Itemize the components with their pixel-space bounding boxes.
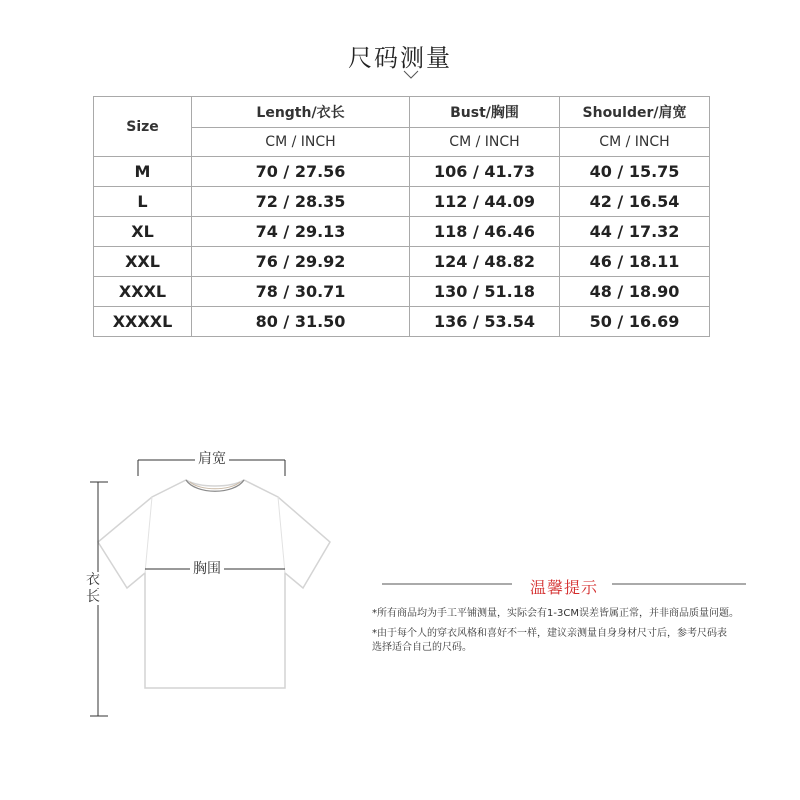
size-cell: XXXL	[94, 277, 192, 307]
size-cell: XL	[94, 217, 192, 247]
shoulder-cell: 40 / 15.75	[560, 157, 710, 187]
tips-note-1: *所有商品均为手工平铺测量，实际会有1-3CM误差皆属正常，并非商品质量问题。	[372, 608, 739, 619]
page-title: 尺码测量	[348, 44, 452, 72]
bust-column-header: Bust/胸围	[410, 97, 560, 128]
size-cell: M	[94, 157, 192, 187]
length-cell: 72 / 28.35	[192, 187, 410, 217]
shoulder-cell: 48 / 18.90	[560, 277, 710, 307]
length-cell: 74 / 29.13	[192, 217, 410, 247]
bust-cell: 130 / 51.18	[410, 277, 560, 307]
length-cell: 80 / 31.50	[192, 307, 410, 337]
size-cell: XXXXL	[94, 307, 192, 337]
shoulder-cell: 44 / 17.32	[560, 217, 710, 247]
bust-cell: 118 / 46.46	[410, 217, 560, 247]
length-column-header: Length/衣长	[192, 97, 410, 128]
tips-note-2-line-1: *由于每个人的穿衣风格和喜好不一样，建议亲测量自身身材尺寸后，参考尺码表	[372, 628, 727, 639]
length-label-bottom: 长	[83, 589, 103, 605]
shoulder-cell: 46 / 18.11	[560, 247, 710, 277]
bust-unit-label: CM / INCH	[410, 128, 560, 157]
size-cell: XXL	[94, 247, 192, 277]
bust-cell: 106 / 41.73	[410, 157, 560, 187]
shoulder-cell: 50 / 16.69	[560, 307, 710, 337]
tips-note-2-line-2: 选择适合自己的尺码。	[372, 642, 472, 653]
bust-label: 胸围	[190, 561, 224, 577]
shoulder-cell: 42 / 16.54	[560, 187, 710, 217]
shoulder-unit-label: CM / INCH	[560, 128, 710, 157]
tshirt-shape	[98, 480, 330, 688]
bust-cell: 136 / 53.54	[410, 307, 560, 337]
length-cell: 78 / 30.71	[192, 277, 410, 307]
bust-cell: 124 / 48.82	[410, 247, 560, 277]
tips-title: 温馨提示	[529, 578, 598, 597]
bust-cell: 112 / 44.09	[410, 187, 560, 217]
length-label-top: 衣	[83, 572, 103, 588]
size-column-header: Size	[94, 97, 192, 157]
shoulder-label: 肩宽	[195, 451, 229, 467]
length-unit-label: CM / INCH	[192, 128, 410, 157]
size-cell: L	[94, 187, 192, 217]
shoulder-column-header: Shoulder/肩宽	[560, 97, 710, 128]
length-cell: 70 / 27.56	[192, 157, 410, 187]
length-cell: 76 / 29.92	[192, 247, 410, 277]
